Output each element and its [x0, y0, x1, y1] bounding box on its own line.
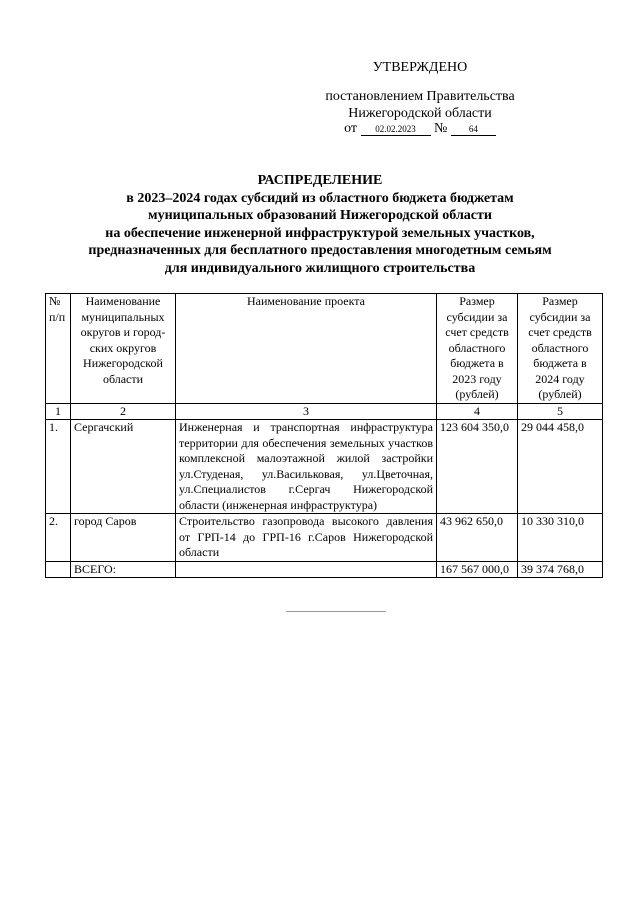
header-num: № п/п [46, 294, 71, 404]
row-2024: 10 330 310,0 [518, 514, 603, 562]
total-row [46, 561, 603, 578]
header-2024: Размер субсидии за счет средств областного бюджета в 2024 году (рублей) [518, 294, 603, 404]
title-line: на обеспечение инженерной инфраструктурой земельных участков, [105, 225, 535, 241]
distribution-table [45, 293, 603, 578]
row-num: 2. [46, 514, 71, 562]
approval-date: 02.02.2023 [361, 123, 431, 136]
header-project: Наименование проекта [176, 294, 437, 404]
title-line: РАСПРЕДЕЛЕНИЕ [257, 173, 383, 188]
row-municipality: Сергачский [71, 420, 176, 514]
column-number: 2 [71, 403, 176, 420]
approval-line2: Нижегородской области [348, 106, 492, 121]
header-2023: Размер субсидии за счет средств областного бюджета в 2023 году (рублей) [437, 294, 518, 404]
date-prefix: от [344, 121, 358, 136]
total-empty [46, 561, 71, 578]
document-title [40, 172, 600, 278]
end-separator [286, 611, 386, 612]
approval-date-line [300, 121, 540, 137]
row-2023: 123 604 350,0 [437, 420, 518, 514]
total-2023: 167 567 000,0 [437, 561, 518, 578]
title-line: для индивидуального жилищного строительства [164, 260, 476, 276]
row-project: Инженерная и транспортная инфраструктура территории для обеспечения земельных участков комплексной малоэтажной жилой застройки ул.Студеная, ул.Васильковая, ул.Цветочная, ул.Специалистов г.Сергач Нижегородской области (инженерная инфраструктура) [176, 420, 437, 514]
column-number: 3 [176, 403, 437, 420]
total-2024: 39 374 768,0 [518, 561, 603, 578]
title-line: муниципальных образований Нижегородской области [148, 208, 492, 224]
title-line: в 2023–2024 годах субсидий из областного бюджета бюджетам [126, 190, 514, 206]
row-num: 1. [46, 420, 71, 514]
table-row [46, 514, 603, 562]
row-project: Строительство газопровода высокого давления от ГРП-14 до ГРП-16 г.Саров Нижегородской области [176, 514, 437, 562]
title-line: предназначенных для бесплатного предоставления многодетным семьям [88, 243, 552, 259]
approval-line1: постановлением Правительства [325, 89, 515, 104]
column-number: 5 [518, 403, 603, 420]
row-2023: 43 962 650,0 [437, 514, 518, 562]
column-number: 1 [46, 403, 71, 420]
approval-authority [300, 88, 540, 122]
approval-number: 64 [451, 123, 496, 136]
row-municipality: город Саров [71, 514, 176, 562]
column-number: 4 [437, 403, 518, 420]
column-number-row [46, 403, 603, 420]
header-municipality: Наименование муниципальных округов и город-ских округов Нижегородской области [71, 294, 176, 404]
approval-stamp: УТВЕРЖДЕНО [372, 60, 468, 75]
number-prefix: № [434, 121, 448, 136]
total-label: ВСЕГО: [71, 561, 176, 578]
table-row [46, 420, 603, 514]
row-2024: 29 044 458,0 [518, 420, 603, 514]
header-row [46, 294, 603, 404]
total-empty [176, 561, 437, 578]
